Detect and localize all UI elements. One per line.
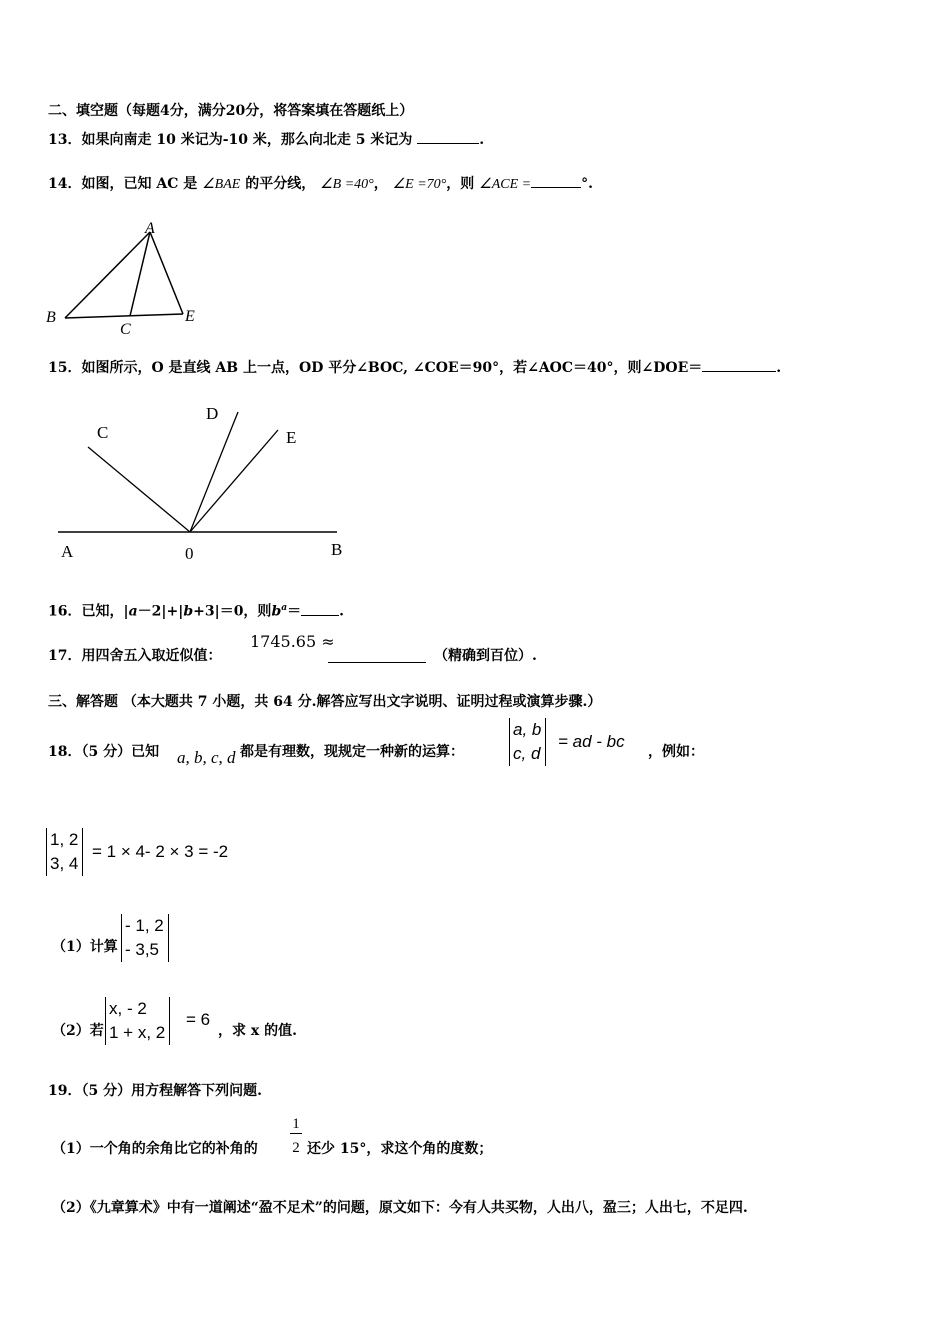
question-17-value: 1745.65 ≈: [250, 632, 335, 651]
question-18-vars: a, b, c, d: [177, 748, 236, 767]
question-14-mid: 的平分线，: [245, 176, 316, 192]
angle-b: ∠B =40°: [320, 177, 374, 192]
example-row1: 1, 2: [50, 830, 79, 849]
question-17-prefix: 17．用四舍五入取近似值：: [48, 648, 222, 664]
example-determinant: [46, 828, 83, 876]
fig15-label-o: 0: [185, 544, 194, 563]
fig15-label-a: A: [61, 542, 74, 561]
answer-blank-14[interactable]: [531, 173, 581, 188]
section-3-header: 三、解答题 （本大题共 7 小题，共 64 分.解答应写出文字说明、证明过程或演算步骤.）: [48, 694, 602, 710]
det-18-2-row2: 1 + x, 2: [109, 1023, 166, 1042]
det-def-row1: a, b: [513, 720, 542, 739]
question-16-end: .: [339, 603, 344, 620]
det-18-1-row1: - 1, 2: [125, 916, 164, 935]
var-b-power: b: [271, 603, 282, 620]
det-18-1-row2: - 3,5: [125, 940, 160, 959]
figure-14-triangle: [40, 218, 210, 338]
question-19-1-suffix: 还少 15°，求这个角的度数；: [307, 1141, 493, 1157]
fig14-label-b: B: [46, 309, 56, 326]
fraction-one-half: [290, 1116, 302, 1157]
figure-15-angles: [45, 398, 365, 568]
question-18-2-label: （2）若: [52, 1023, 104, 1039]
example-rhs: = 1 × 4- 2 × 3 = -2: [92, 842, 229, 861]
question-15: [48, 357, 781, 377]
question-17: [48, 647, 221, 665]
determinant-definition-rhs: = ad - bc: [558, 732, 625, 751]
question-14-end: °.: [581, 176, 593, 192]
question-14-then: ，则: [446, 176, 475, 192]
question-16-mid2: +3|＝0，则: [193, 603, 272, 620]
question-19-1-prefix: （1）一个角的余角比它的补角的: [52, 1141, 258, 1157]
question-19-2: （2）《九章算术》中有一道阐述“盈不足术”的问题，原文如下：今有人共买物，人出八，盈三；人出七，不足四.: [52, 1200, 748, 1216]
var-a: a: [128, 603, 138, 620]
question-15-text: 15．如图所示，O 是直线 AB 上一点，OD 平分∠BOC, ∠COE＝90°，若∠AOC＝40°，则∠DOE＝: [48, 360, 703, 376]
question-16: [48, 599, 344, 621]
angle-ace: ∠ACE =: [479, 177, 532, 192]
angle-e: ∠E =70°: [392, 177, 447, 192]
question-18-prefix: 18．（5 分）已知: [48, 744, 160, 760]
question-13: [48, 129, 484, 149]
question-13-end: .: [479, 132, 485, 148]
answer-blank-16[interactable]: [301, 601, 339, 616]
determinant-18-2: [105, 997, 170, 1045]
question-18-1-label: （1）计算: [52, 939, 118, 955]
var-b: b: [183, 603, 194, 620]
fig14-label-c: C: [120, 321, 131, 338]
question-18-mid: 都是有理数，现规定一种新的运算：: [240, 744, 464, 760]
answer-blank-17[interactable]: [328, 648, 426, 663]
answer-blank-13[interactable]: [417, 129, 479, 144]
fig15-label-e: E: [286, 428, 297, 447]
question-17-suffix: （精确到百位）.: [434, 648, 537, 664]
fig15-label-c: C: [97, 423, 109, 442]
example-row2: 3, 4: [50, 854, 79, 873]
question-16-prefix: 16．已知，|: [48, 603, 129, 620]
fraction-denominator: 2: [292, 1140, 300, 1156]
exponent-a: a: [281, 603, 288, 613]
question-14-sep: ，: [373, 176, 388, 192]
section-2-header: 二、填空题（每题4分，满分20分，将答案填在答题纸上）: [48, 103, 414, 119]
question-18-suffix: ，例如：: [648, 744, 704, 760]
determinant-18-1: [121, 914, 169, 962]
question-18-2-rhs: = 6: [186, 1010, 211, 1029]
fig14-label-a: A: [145, 220, 155, 237]
question-19: 19．（5 分）用方程解答下列问题.: [48, 1083, 262, 1099]
question-15-end: .: [776, 360, 782, 376]
question-16-mid1: －2|+|: [137, 603, 184, 620]
answer-blank-15[interactable]: [702, 357, 776, 372]
question-16-eq: ＝: [287, 603, 302, 620]
question-14: [48, 173, 593, 194]
fraction-numerator: 1: [292, 1116, 300, 1132]
determinant-definition: [509, 718, 546, 766]
det-18-2-row1: x, - 2: [109, 999, 147, 1018]
fig14-label-e: E: [185, 308, 195, 325]
fig15-label-b: B: [331, 540, 343, 559]
fig15-label-d: D: [206, 404, 219, 423]
angle-bae: ∠BAE: [202, 177, 241, 192]
det-def-row2: c, d: [513, 744, 541, 763]
question-14-prefix: 14．如图，已知 AC 是: [48, 176, 198, 192]
question-18-2-suffix: ，求 x 的值.: [218, 1023, 297, 1039]
question-13-text: 13．如果向南走 10 米记为-10 米，那么向北走 5 米记为: [48, 132, 413, 148]
